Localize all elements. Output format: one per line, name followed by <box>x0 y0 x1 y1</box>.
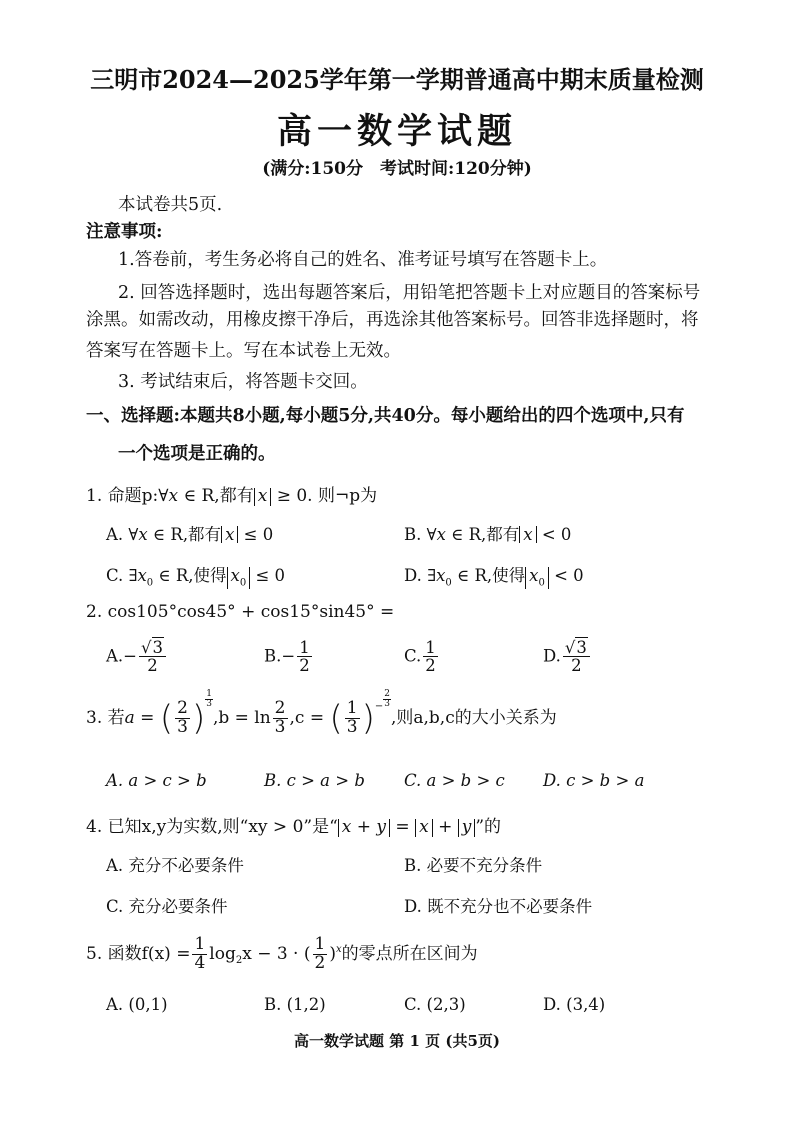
question-3-option-a: A. a > c > b <box>106 771 207 790</box>
section-heading-line2: 一个选项是正确的。 <box>118 444 276 464</box>
question-4-option-b: B. 必要不充分条件 <box>404 856 543 875</box>
question-1-option-d: D. $\exists x_0$ ∈ R,使得 $x_0 < 0$ <box>404 566 584 589</box>
question-2-option-c: C. $\frac{1}{2}$ <box>404 638 436 676</box>
page-footer: 高一数学试题 第 1 页 (共5页) <box>294 1032 500 1050</box>
question-4-option-d: D. 既不充分也不必要条件 <box>404 897 593 916</box>
page-count-note: 本试卷共5页. <box>118 195 223 215</box>
question-4-option-a: A. 充分不必要条件 <box>106 856 244 875</box>
question-5-option-c: C. (2,3) <box>404 995 466 1014</box>
question-1-option-c: C. $\exists x_0$ ∈ R,使得 $x_0 \le 0$ <box>106 566 286 589</box>
question-5-option-a: A. (0,1) <box>106 995 168 1014</box>
exam-title: 高一数学试题 <box>276 111 517 152</box>
notice-title: 注意事项: <box>86 222 163 242</box>
notice-item-1: 1.答卷前，考生务必将自己的姓名、准考证号填写在答题卡上。 <box>118 250 608 270</box>
question-2-option-b: B.− $\frac{1}{2}$ <box>264 638 310 676</box>
question-3-stem: 3. 若a = ( $\frac{2}{3}$ ) $\frac{1}{3}$ ,b = ln $\frac{2}{3}$ ,c = ( $\frac{1}{3}$ )− $\frac{2}{3}$ ,则a,b,c的大小关系为 <box>86 689 557 739</box>
question-number: 1. <box>86 486 103 506</box>
section-heading-line1: 一、选择题:本题共8小题,每小题5分,共40分。每小题给出的四个选项中,只有 <box>86 406 685 426</box>
question-3-option-c: C. a > b > c <box>404 771 505 790</box>
exam-subtitle: (满分:150分 考试时间:120分钟) <box>262 159 532 179</box>
notice-item-3: 3. 考试结束后，将答题卡交回。 <box>118 372 368 392</box>
question-1-stem: 1. 命题p:∀x ∈ R,都有 x ≥ 0. 则¬p为 <box>86 486 378 506</box>
question-1-option-b: B. ∀x ∈ R,都有 x < 0 <box>404 525 572 544</box>
abs-value: x <box>254 488 272 506</box>
notice-item-2-line3: 答案写在答题卡上。写在本试卷上无效。 <box>86 341 401 361</box>
notice-item-2-line1: 2. 回答选择题时，选出每题答案后，用铅笔把答题卡上对应题目的答案标号 <box>118 283 701 303</box>
question-4-option-c: C. 充分必要条件 <box>106 897 228 916</box>
question-2-stem: 2. cos105°cos45° + cos15°sin45° = <box>86 602 395 622</box>
question-2-option-a: A.− $\frac{√3}{2}$ <box>106 639 168 675</box>
notice-item-2-line2: 涂黑。如需改动，用橡皮擦干净后，再选涂其他答案标号。回答非选择题时，将 <box>86 310 699 330</box>
exam-header-line: 三明市2024—2025学年第一学期普通高中期末质量检测 <box>90 65 704 94</box>
question-5-option-d: D. (3,4) <box>543 995 606 1014</box>
question-3-option-d: D. c > b > a <box>543 771 645 790</box>
question-5-stem: 5. 函数f(x) = $\frac{1}{4}$ $\log_2x - 3$ · ( $\frac{1}{2}$ )$^x$的零点所在区间为 <box>86 934 478 973</box>
question-5-option-b: B. (1,2) <box>264 995 326 1014</box>
question-4-stem: 4. 已知x,y为实数,则“xy > 0”是“ x + y = x + y ”的 <box>86 817 502 837</box>
question-1-option-a: A. ∀x ∈ R,都有 x ≤ 0 <box>106 525 274 544</box>
question-3-option-b: B. c > a > b <box>264 771 365 790</box>
question-2-option-d: D. $\frac{√3}{2}$ <box>543 639 592 675</box>
